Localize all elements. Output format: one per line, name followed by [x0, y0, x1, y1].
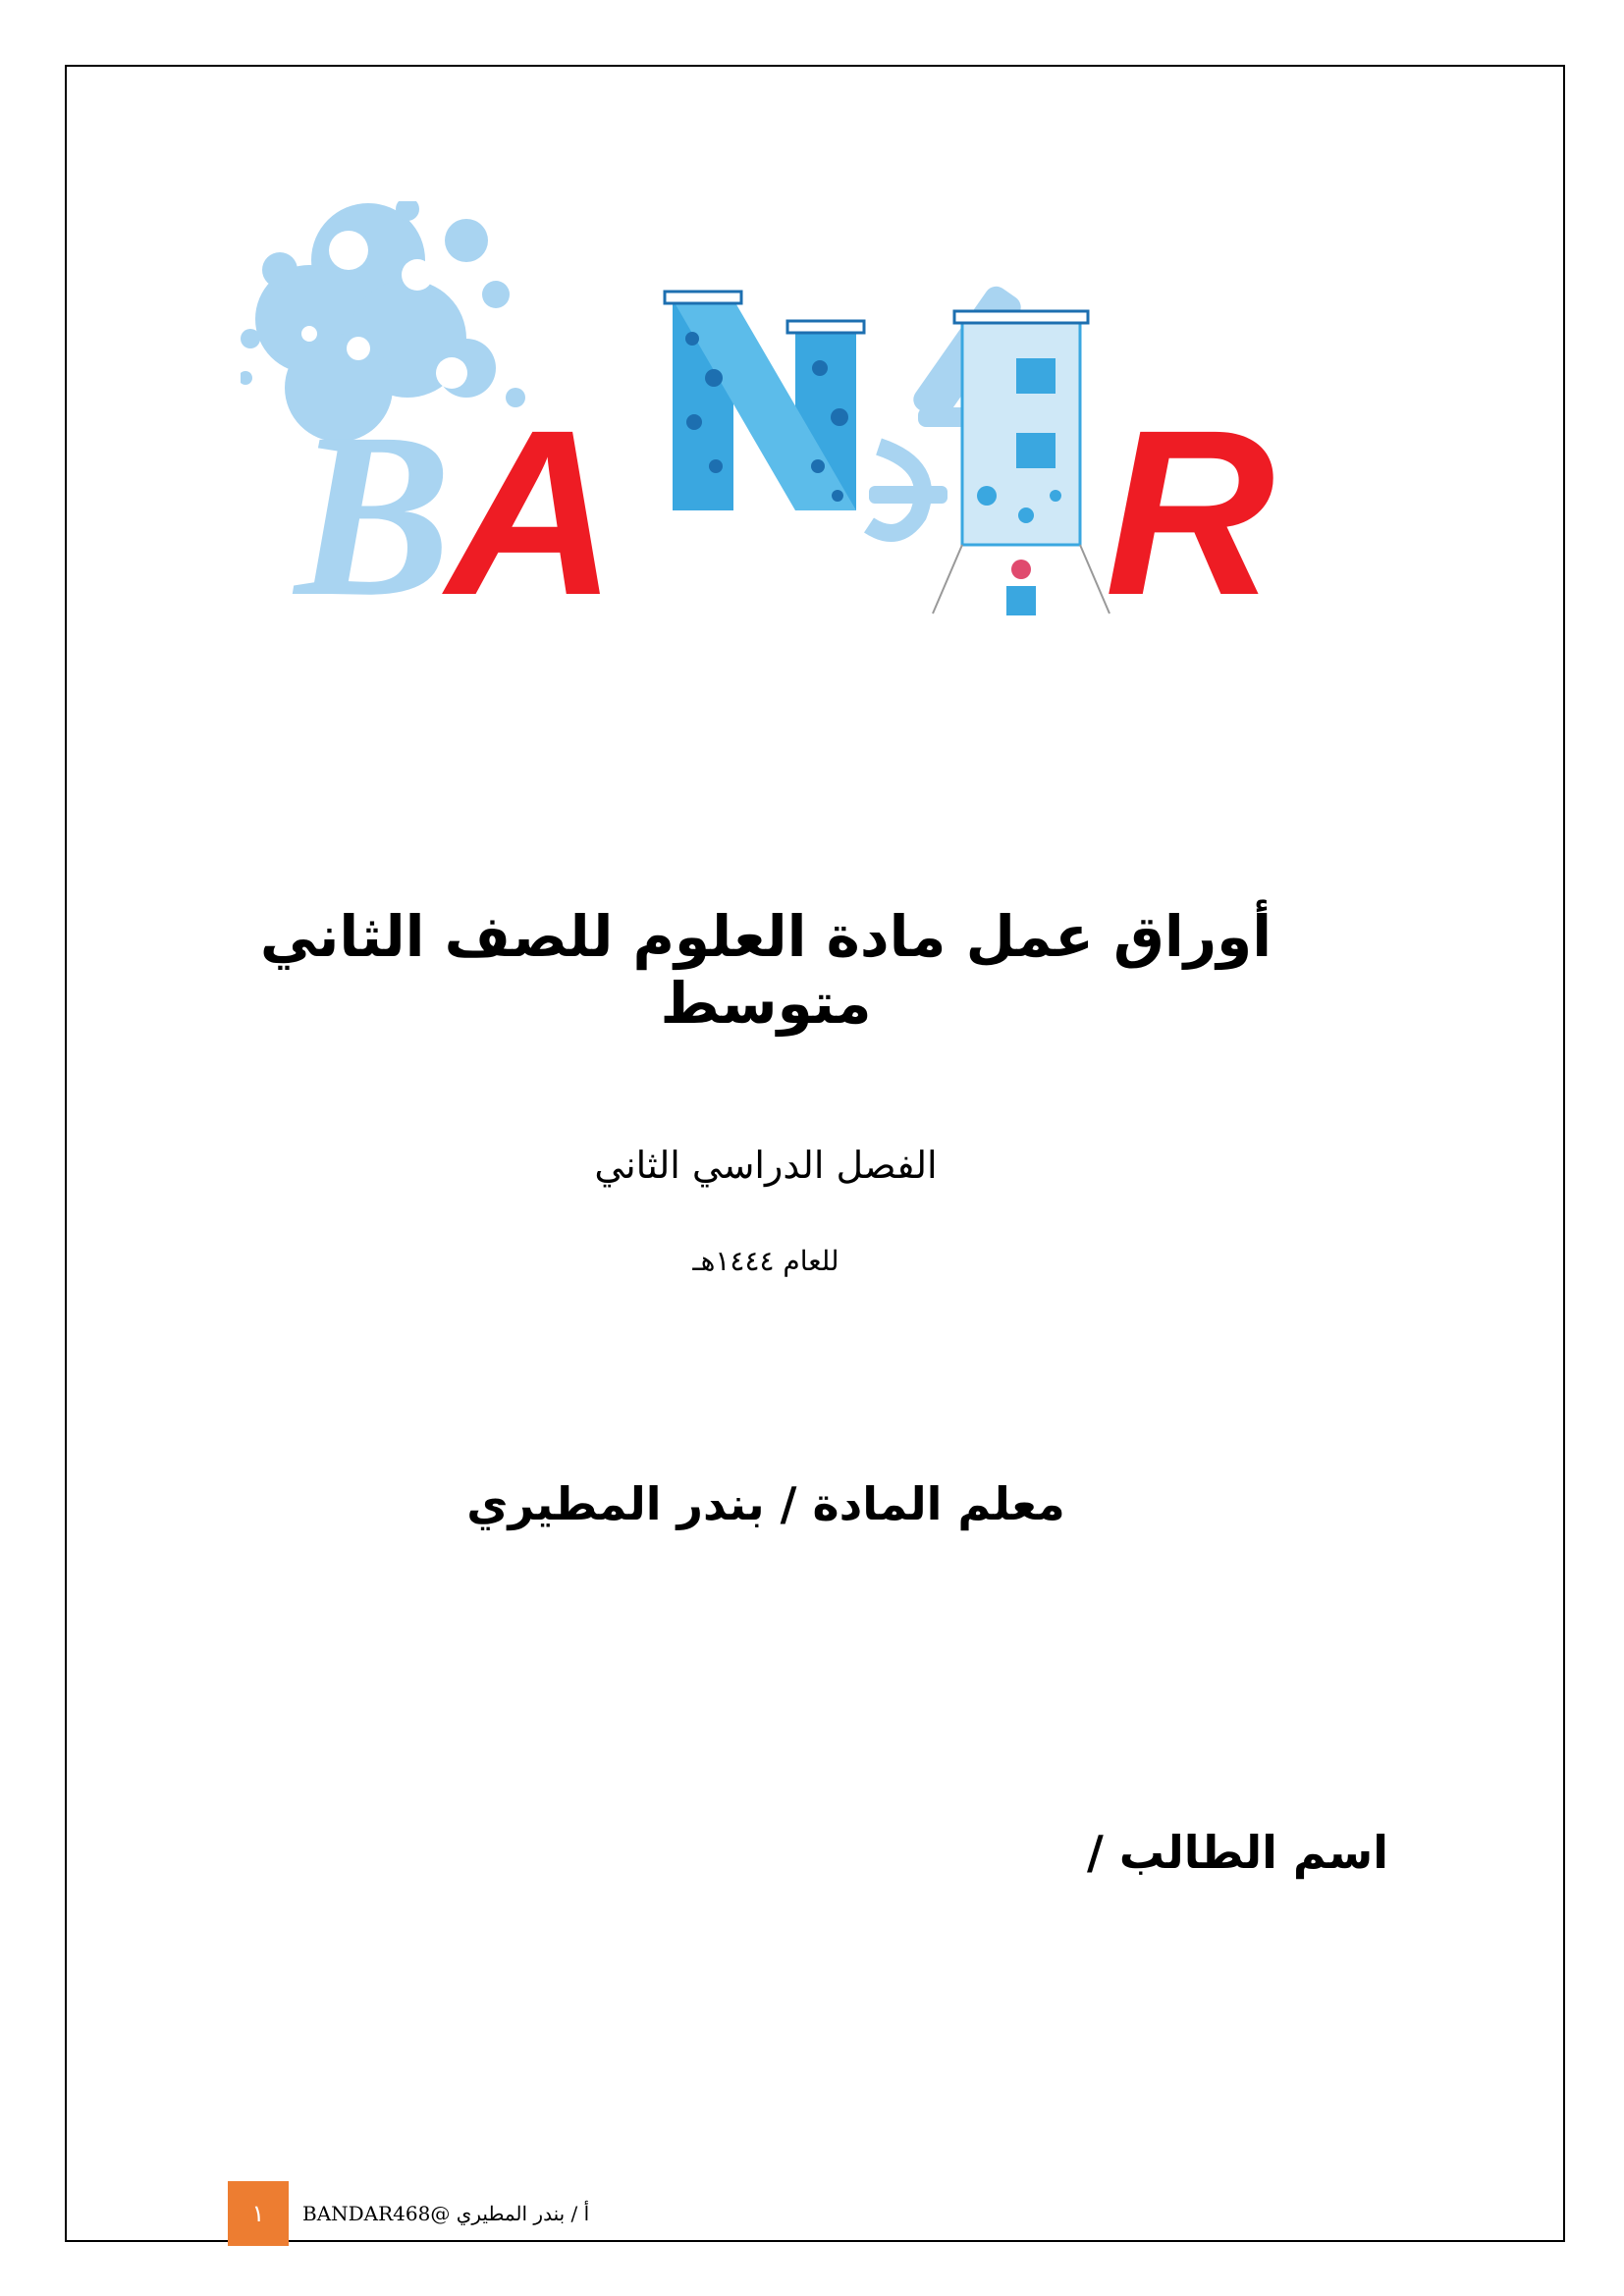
logo-letter-r: R: [1105, 381, 1275, 643]
bander-logo: [241, 201, 1399, 643]
semester-label: الفصل الدراسي الثاني: [594, 1144, 938, 1187]
logo-letter-a: A: [447, 381, 618, 643]
page-footer: [228, 2181, 589, 2246]
logo-letter-n: [665, 292, 864, 510]
worksheet-title: أوراق عمل مادة العلوم للصف الثاني متوسط: [259, 903, 1272, 1037]
page-number: ١: [228, 2181, 289, 2246]
teacher-name: معلم المادة / بندر المطيري: [466, 1477, 1065, 1530]
footer-credit: أ / بندر المطيري @BANDAR468: [302, 2202, 590, 2225]
student-name-label: اسم الطالب /: [1087, 1826, 1388, 1879]
logo-letter-b: B: [295, 384, 453, 643]
academic-year: للعام ١٤٤٤هـ: [692, 1245, 839, 1277]
